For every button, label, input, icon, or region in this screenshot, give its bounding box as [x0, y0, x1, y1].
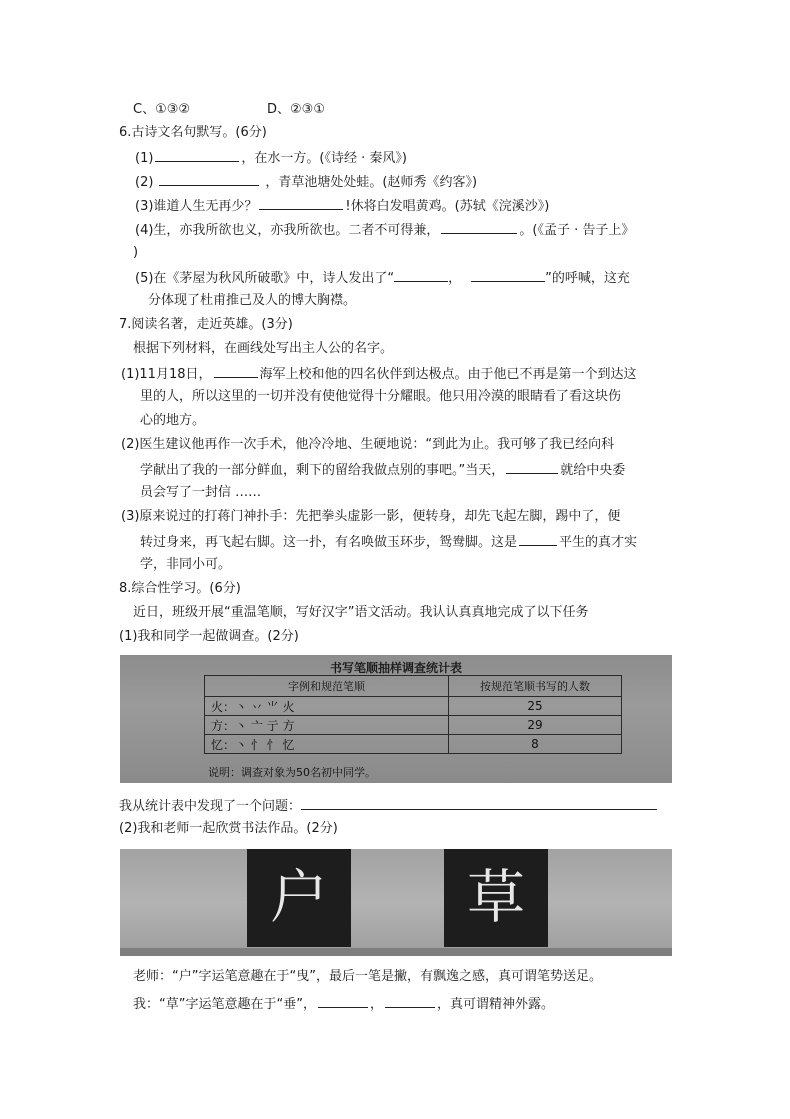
calligraphy-photo: [120, 849, 672, 956]
q8-title: 8.综合性学习。(6分): [119, 581, 241, 596]
answer-blank[interactable]: [441, 219, 517, 234]
count-cell: 29: [449, 716, 622, 735]
answer-blank[interactable]: [506, 459, 558, 474]
photo-bottom-strip: [120, 948, 672, 956]
answer-blank[interactable]: [259, 195, 343, 210]
calligraphy-hu: 户: [247, 849, 351, 947]
teacher-comment: 老师：“户”字运笔意趣在于“曳”，最后一笔是撇，有飘逸之感，真可谓笔势送足。: [133, 969, 602, 984]
answer-blank[interactable]: [301, 795, 657, 810]
q7-p2-a: (2)医生建议他再作一次手术，他冷冷地、生硬地说：“到此为止。我可够了我已经向科: [121, 437, 615, 452]
q7-p3-a: (3)原来说过的打蒋门神扑手：先把拳头虚影一影，便转身，却先飞起左脚，踢中了，便: [121, 509, 621, 524]
q6-line-2: (2) ，青草池塘处处蛙。(赵师秀《约客》): [135, 171, 477, 193]
count-cell: 8: [449, 735, 622, 754]
table-row: [205, 716, 622, 735]
q7-p1-c: 心的地方。: [140, 413, 206, 428]
q8-intro: 近日，班级开展“重温笔顺，写好汉字”语文活动。我认认真真地完成了以下任务: [133, 605, 589, 620]
q7-p2-b: 学献出了我的一部分鲜血，剩下的留给我做点别的事吧。”当天， 就给中央委: [140, 459, 625, 481]
q7-p2-c: 员会写了一封信 ……: [140, 485, 262, 500]
survey-note: 说明：调查对象为50名初中同学。: [208, 766, 376, 779]
answer-blank[interactable]: [471, 267, 545, 282]
char-cell: 忆：丶 忄 忄 忆: [205, 735, 449, 754]
survey-table-photo: [120, 655, 672, 783]
q8-sub-1: (1)我和同学一起做调查。(2分): [119, 629, 299, 644]
answer-blank[interactable]: [318, 993, 368, 1008]
q8-sub-2: (2)我和老师一起欣赏书法作品。(2分): [119, 821, 338, 836]
q7-title: 7.阅读名著，走近英雄。(3分): [119, 317, 293, 332]
q6-line-4-cont: ): [133, 245, 139, 260]
q6-line-1: (1) ，在水一方。(《诗经 · 秦风》): [135, 147, 407, 169]
q6-title: 6.古诗文名句默写。(6分): [119, 125, 267, 140]
col-header-strokes: 字例和规范笔顺: [205, 676, 449, 697]
q6-line-4: (4)生，亦我所欲也义，亦我所欲也。二者不可得兼， 。(《孟子 · 告子上》: [135, 219, 634, 241]
survey-table-title: 书写笔顺抽样调查统计表: [329, 661, 462, 675]
option-c: C、①③②: [133, 102, 191, 117]
q7-p3-b: 转过身来，再飞起右脚。这一扑，有名唤做玉环步，鸳鸯脚。这是 平生的真才实: [140, 531, 637, 553]
count-cell: 25: [449, 697, 622, 716]
q6-line-5: (5)在《茅屋为秋风所破歌》中，诗人发出了“ ， ”的呼喊，这充: [135, 267, 630, 289]
answer-blank[interactable]: [394, 267, 448, 282]
char-cell: 火：丶 丷 ⺌ 火: [205, 697, 449, 716]
option-d: D、②③①: [267, 102, 325, 117]
q7-p3-c: 学，非同小可。: [140, 557, 232, 572]
survey-table: [204, 675, 622, 754]
answer-blank[interactable]: [214, 363, 258, 378]
table-row: [205, 735, 622, 754]
q7-p1-b: 里的人，所以这里的一切并没有使他觉得十分耀眼。他只用冷漠的眼睛看了看这块伤: [140, 389, 622, 404]
answer-blank[interactable]: [519, 531, 557, 546]
calligraphy-cao: 草: [444, 849, 548, 947]
col-header-count: 按规范笔顺书写的人数: [449, 676, 622, 697]
char-cell: 方：丶 亠 亍 方: [205, 716, 449, 735]
q6-line-5-cont: 分体现了杜甫推己及人的博大胸襟。: [148, 293, 357, 308]
q7-p1-a: (1)11月18日， 海军上校和他的四名伙伴到达极点。由于他已不再是第一个到达这: [121, 363, 637, 385]
table-row: [205, 697, 622, 716]
answer-blank[interactable]: [155, 147, 239, 162]
q8-finding: 我从统计表中发现了一个问题：: [119, 795, 657, 817]
answer-blank[interactable]: [385, 993, 435, 1008]
q6-line-3: (3)谁道人生无再少？ !休将白发唱黄鸡。(苏轼《浣溪沙》): [135, 195, 549, 217]
answer-blank[interactable]: [159, 171, 259, 186]
my-comment: 我：“草”字运笔意趣在于“垂”， ， ，真可谓精神外露。: [133, 993, 554, 1015]
q7-intro: 根据下列材料，在画线处写出主人公的名字。: [133, 341, 394, 356]
